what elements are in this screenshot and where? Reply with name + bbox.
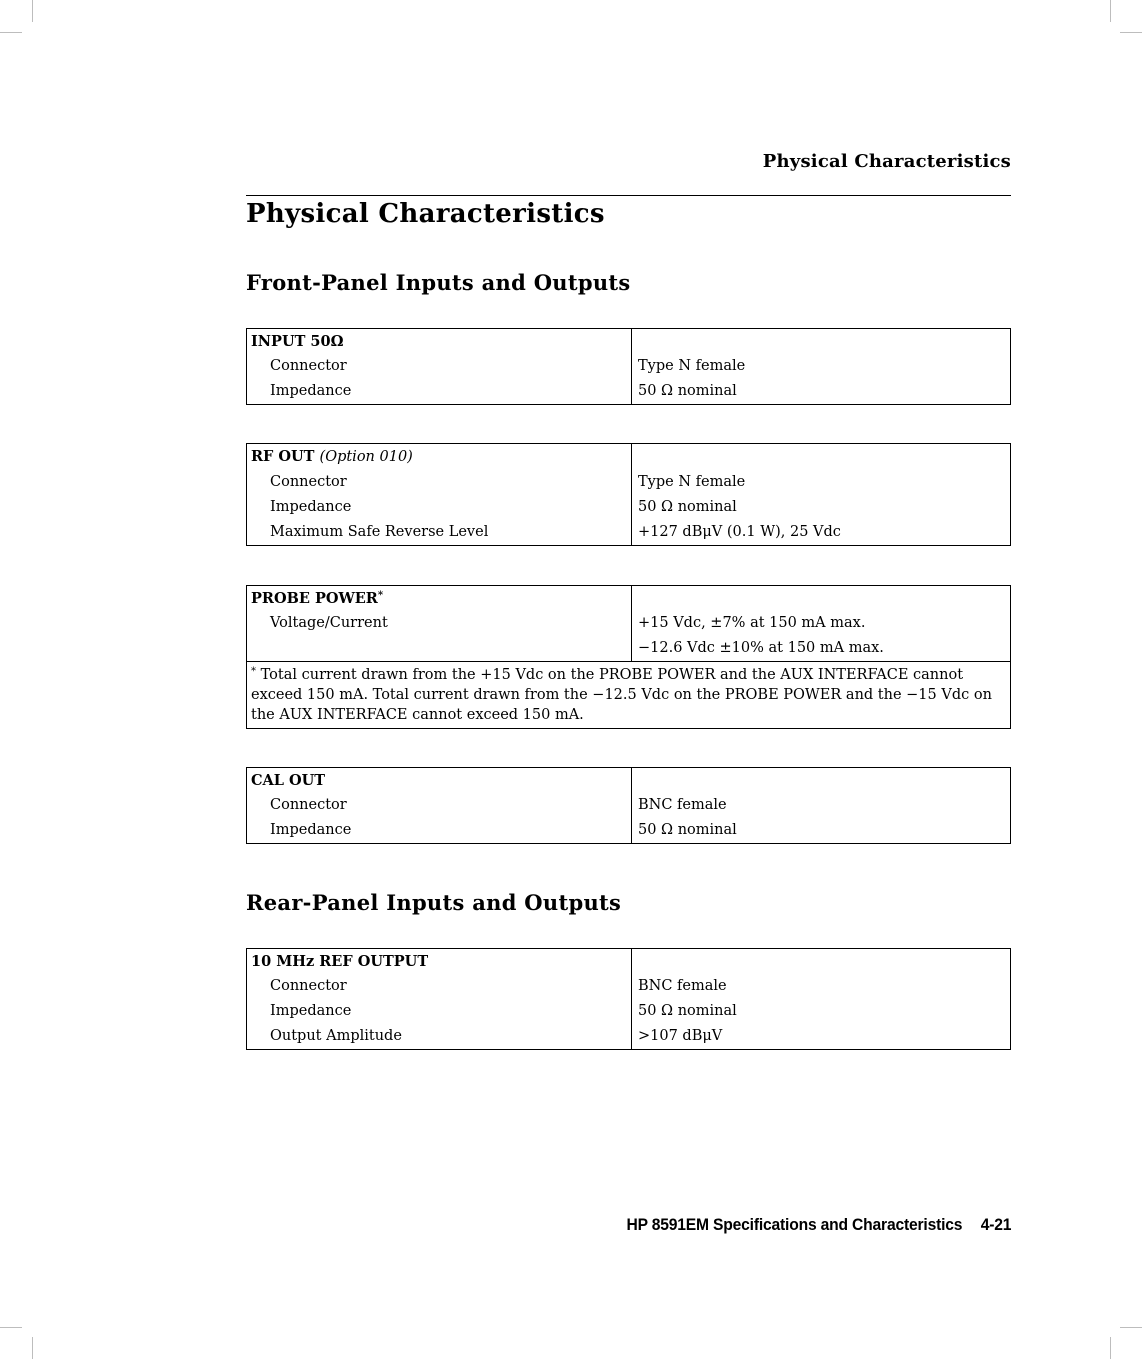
crop-mark (0, 32, 22, 33)
row-label: Maximum Safe Reverse Level (247, 520, 632, 546)
rf-out-title-cell (247, 444, 632, 471)
input-50-title: INPUT 50Ω (247, 329, 632, 355)
table-row (247, 793, 1011, 818)
footnote-mark: * (377, 590, 384, 601)
cal-out-table (246, 767, 1011, 844)
row-value: Type N female (638, 474, 746, 490)
table-row (247, 470, 1011, 495)
table-row (247, 379, 1011, 405)
table-row (247, 611, 1011, 636)
ref-output-title: 10 MHz REF OUTPUT (247, 949, 632, 975)
table-row (247, 949, 1011, 975)
row-label: Connector (247, 793, 632, 818)
rf-out-table (246, 443, 1011, 546)
footnote-text: Total current drawn from the +15 Vdc on the PROBE POWER and the AUX INTERFACE cannot exceed 150 mA. Total current drawn from the −12.5 Vdc on the PROBE POWER and the −15 Vdc on the AUX INTERFACE cannot exceed 150 mA. (251, 667, 992, 723)
crop-mark (1110, 1337, 1111, 1359)
table-row (247, 586, 1011, 612)
front-panel-heading: Front-Panel Inputs and Outputs (246, 270, 631, 295)
rf-out-option: (Option 010) (319, 449, 413, 465)
header-rule (246, 195, 1011, 196)
crop-mark (1120, 32, 1142, 33)
table-row (247, 768, 1011, 794)
crop-mark (32, 0, 33, 22)
footnote-row (247, 662, 1011, 729)
table-row (247, 974, 1011, 999)
row-value: −12.6 Vdc ±10% at 150 mA max. (638, 640, 884, 656)
rf-out-title: RF OUT (251, 448, 315, 465)
crop-mark (0, 1327, 22, 1328)
probe-power-title-cell (247, 586, 632, 612)
footer-title: HP 8591EM Specifications and Characteristics (626, 1215, 963, 1234)
table-row (247, 354, 1011, 379)
row-value: BNC female (638, 978, 727, 994)
input-50-table (246, 328, 1011, 405)
table-row (247, 818, 1011, 844)
crop-mark (32, 1337, 33, 1359)
row-value: 50 Ω nominal (638, 822, 737, 838)
table-row (247, 495, 1011, 520)
row-value: 50 Ω nominal (638, 499, 737, 515)
row-label: Output Amplitude (247, 1024, 632, 1050)
table-row (247, 636, 1011, 662)
row-value: +15 Vdc, ±7% at 150 mA max. (638, 615, 866, 631)
row-label: Impedance (247, 818, 632, 844)
table-row (247, 444, 1011, 471)
row-value: Type N female (638, 358, 746, 374)
row-label: Connector (247, 470, 632, 495)
row-value: 50 Ω nominal (638, 1003, 737, 1019)
table-row (247, 329, 1011, 355)
row-value: BNC female (638, 797, 727, 813)
footnote (247, 662, 1011, 729)
probe-power-title: PROBE POWER (251, 590, 378, 607)
crop-mark (1120, 1327, 1142, 1328)
row-label: Connector (247, 354, 632, 379)
table-row (247, 999, 1011, 1024)
footnote-mark: * (251, 666, 256, 677)
row-label: Impedance (247, 495, 632, 520)
row-value: 50 Ω nominal (638, 383, 737, 399)
rear-panel-heading: Rear-Panel Inputs and Outputs (246, 890, 622, 915)
table-row (247, 520, 1011, 546)
page-title: Physical Characteristics (246, 199, 605, 229)
page-footer (626, 1215, 1011, 1235)
ref-output-table (246, 948, 1011, 1050)
probe-power-table (246, 585, 1011, 729)
running-head: Physical Characteristics (762, 151, 1011, 172)
row-value: +127 dBμV (0.1 W), 25 Vdc (638, 524, 841, 540)
row-value: >107 dBμV (638, 1028, 723, 1044)
row-label: Impedance (247, 379, 632, 405)
row-label: Voltage/Current (247, 611, 632, 636)
table-row (247, 1024, 1011, 1050)
row-label: Impedance (247, 999, 632, 1024)
page-number: 4-21 (980, 1215, 1011, 1234)
crop-mark (1110, 0, 1111, 22)
cal-out-title: CAL OUT (247, 768, 632, 794)
row-label: Connector (247, 974, 632, 999)
